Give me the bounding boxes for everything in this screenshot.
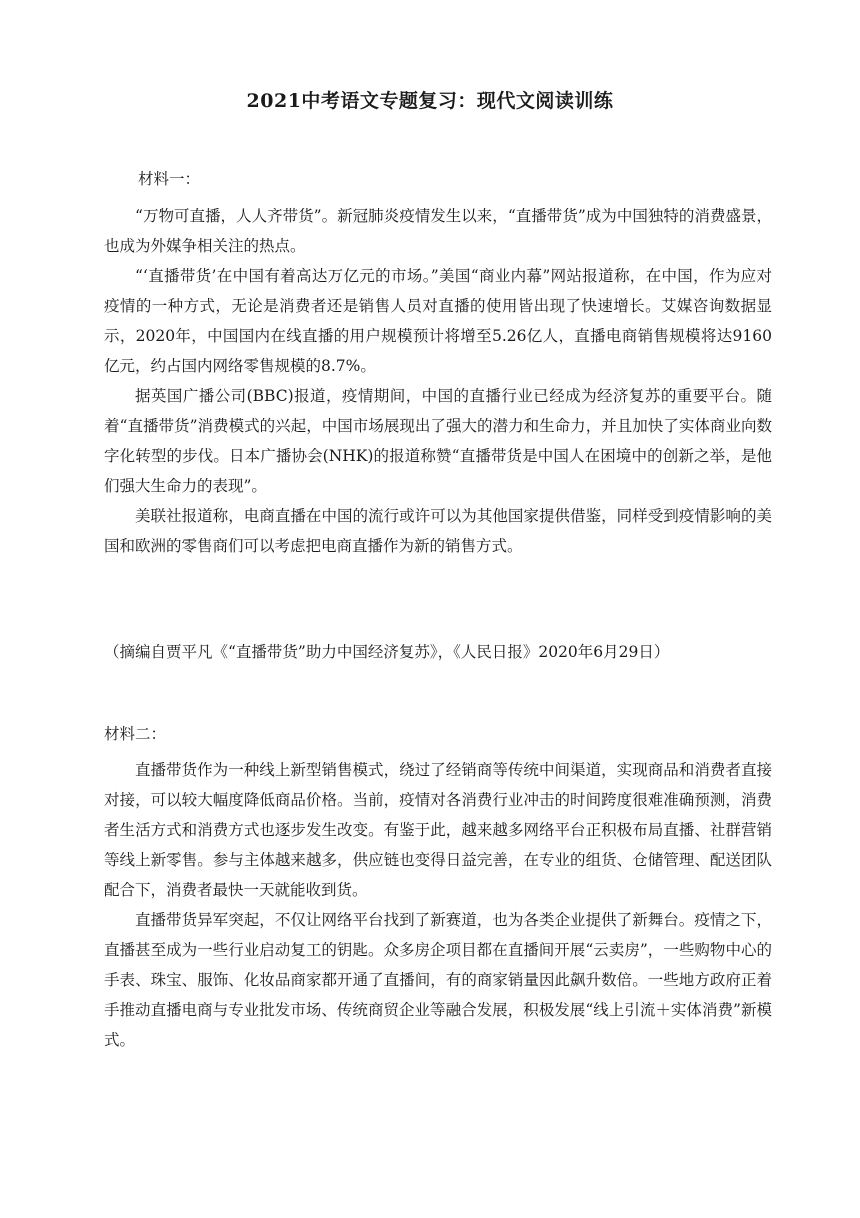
material1-source: （摘编自贾平凡《“直播带货”助力中国经济复苏》，《人民日报》2020年6月29日） <box>104 643 670 661</box>
material2-paragraph-1: 直播带货作为一种线上新型销售模式，绕过了经销商等传统中间渠道，实现商品和消费者直接对接，可以较大幅度降低商品价格。当前，疫情对各消费行业冲击的时间跨度很难准确预测，消费者生活方式和消费方式也逐步发生改变。有鉴于此，越来越多网络平台正积极布局直播、社群营销等线上新零售。参与主体越来越多，供应链也变得日益完善，在专业的组货、仓储管理、配送团队配合下，消费者最快一天就能收到货。 <box>104 761 772 899</box>
material1-paragraph-4: 美联社报道称，电商直播在中国的流行或许可以为其他国家提供借鉴，同样受到疫情影响的美国和欧洲的零售商们可以考虑把电商直播作为新的销售方式。 <box>104 507 772 555</box>
material1-paragraph-3: 据英国广播公司(BBC)报道，疫情期间，中国的直播行业已经成为经济复苏的重要平台。随着“直播带货”消费模式的兴起，中国市场展现出了强大的潜力和生命力，并且加快了实体商业向数字化转型的步伐。日本广播协会(NHK)的报道称赞“直播带货是中国人在困境中的创新之举，是他们强大生命力的表现”。 <box>104 387 772 495</box>
material1-body <box>104 201 772 561</box>
material1-paragraph-1: “万物可直播，人人齐带货”。新冠肺炎疫情发生以来，“直播带货”成为中国独特的消费盛景，也成为外媒争相关注的热点。 <box>104 207 772 255</box>
document-title: 2021中考语文专题复习：现代文阅读训练 <box>246 90 614 112</box>
material1-paragraph-2: “‘直播带货’在中国有着高达万亿元的市场。”美国“商业内幕”网站报道称，在中国，作为应对疫情的一种方式，无论是消费者还是销售人员对直播的使用皆出现了快速增长。艾媒咨询数据显示，2020年，中国国内在线直播的用户规模预计将增至5.26亿人，直播电商销售规模将达9160亿元，约占国内网络零售规模的8.7%。 <box>104 267 772 375</box>
material2-label: 材料二： <box>104 725 167 743</box>
material2-body <box>104 755 772 1055</box>
material1-label: 材料一： <box>138 170 201 188</box>
material2-paragraph-2: 直播带货异军突起，不仅让网络平台找到了新赛道，也为各类企业提供了新舞台。疫情之下，直播甚至成为一些行业启动复工的钥匙。众多房企项目都在直播间开展“云卖房”，一些购物中心的手表、珠宝、服饰、化妆品商家都开通了直播间，有的商家销量因此飙升数倍。一些地方政府正着手推动直播电商与专业批发市场、传统商贸企业等融合发展，积极发展“线上引流＋实体消费”新模式。 <box>104 911 772 1049</box>
